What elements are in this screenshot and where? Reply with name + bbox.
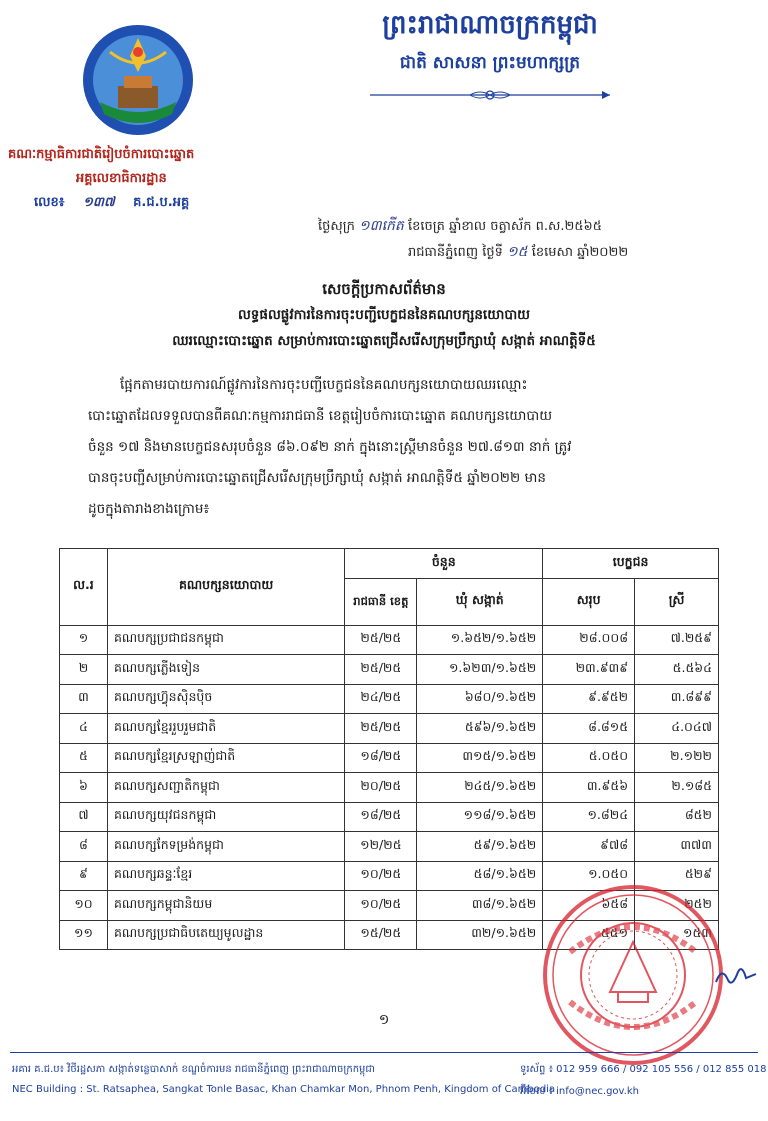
header-party: គណបក្សនយោបាយ [107,549,344,626]
header-total: សរុប [543,578,635,625]
row-number: ៩ [60,861,108,891]
row-party: គណបក្សខ្មែរស្រឡាញ់ជាតិ [107,743,344,773]
org-department: អគ្គលេខាធិការដ្ឋាន [76,171,167,186]
row-party: គណបក្សយុវជនកម្ពុជា [107,802,344,832]
header-women: ស្រី [635,578,719,625]
table-row [60,802,719,832]
row-capital: ១៨/២៥ [345,743,417,773]
body-line: ដូចក្នុងតារាងខាងក្រោម៖ [88,501,210,517]
header-commune: ឃុំ សង្កាត់ [417,578,543,625]
body-line: ផ្អែកតាមរបាយការណ៍ផ្លូវការនៃការចុះបញ្ជីបេក្ខជននៃគណបក្សនយោបាយឈរឈ្មោះ [120,377,528,393]
table-row [60,773,719,803]
header-capital: រាជធានី ខេត្ត [345,578,417,625]
row-total: ៨.៨១៥ [543,714,635,744]
ornament-divider [360,88,620,102]
row-capital: ១២/២៥ [345,832,417,862]
row-commune: ១.៦២៣/១.៦៥២ [417,655,543,685]
table-row [60,714,719,744]
solar-date [408,242,628,263]
row-party: គណបក្សហ៊្វុនស៊ិនប៉ិច [107,684,344,714]
nec-emblem-logo [80,22,196,138]
org-name: គណៈកម្មាធិការជាតិរៀបចំការបោះឆ្នោត [8,147,195,162]
row-capital: ២៤/២៥ [345,684,417,714]
solar-date-prefix: រាជធានីភ្នំពេញ ថ្ងៃទី [408,245,503,260]
row-commune: ៥៩៦/១.៦៥២ [417,714,543,744]
initials-signature [712,962,760,990]
kingdom-title: ព្រះរាជាណាចក្រកម្ពុជា [382,10,598,40]
body-line: ចំនួន ១៧ និងមានបេក្ខជនសរុបចំនួន ៨៦.០៩២ នាក់ ក្នុងនោះស្ត្រីមានចំនួន ២៧.៨១៣ នាក់ ត្រូវ [88,439,572,455]
row-total: ១.៨២៤ [543,802,635,832]
row-women: ១៥៣ [635,920,719,950]
row-total: ៩.៩៥២ [543,684,635,714]
table-row [60,625,719,655]
body-line: បានចុះបញ្ជីសម្រាប់ការបោះឆ្នោតជ្រើសរើសក្រុមប្រឹក្សាឃុំ សង្កាត់ អាណត្តិទី៥ ឆ្នាំ២០២២ មាន [88,470,546,486]
row-commune: ១១៨/១.៦៥២ [417,802,543,832]
ref-label: លេខ៖ [34,195,65,210]
row-party: គណបក្សកែទម្រង់កម្ពុជា [107,832,344,862]
row-capital: ១៥/២៥ [345,920,417,950]
body-paragraph [88,370,728,525]
table-row [60,832,719,862]
row-total: ៣.៩៥៦ [543,773,635,803]
footer-phone: ទូរស័ព្ទ ៖ 012 959 666 / 092 105 556 / 012 855 018 [520,1064,767,1075]
row-capital: ២៥/២៥ [345,655,417,685]
row-number: ១០ [60,891,108,921]
document-subtitle-1: លទ្ធផលផ្លូវការនៃការចុះបញ្ជីបេក្ខជននៃគណបក្សនយោបាយ [237,307,531,323]
row-total: ២៨.០០៨ [543,625,635,655]
row-total: ៥៥១ [543,920,635,950]
row-total: ៥.០៥០ [543,743,635,773]
row-women: ២.១២២ [635,743,719,773]
row-party: គណបក្សប្រជាជនកម្ពុជា [107,625,344,655]
row-number: ៤ [60,714,108,744]
row-total: ១.០៥០ [543,861,635,891]
row-capital: ១០/២៥ [345,861,417,891]
row-commune: ៣២/១.៦៥២ [417,920,543,950]
row-women: ៣.៨៩៩ [635,684,719,714]
footer-address-km: អគារ គ.ជ.ប៖ វិថីរដ្ឋសភា សង្កាត់ទន្លេបាសាក់ ខណ្ឌចំការមន រាជធានីភ្នំពេញ ព្រះរាជាណាចក្រកម្ពុជា [12,1064,375,1075]
row-commune: ១.៦៥២/១.៦៥២ [417,625,543,655]
row-women: ៤.០៤៧ [635,714,719,744]
row-women: ២៥២ [635,891,719,921]
row-party: គណបក្សសញ្ជាតិកម្ពុជា [107,773,344,803]
row-party: គណបក្សកម្ពុជានិយម [107,891,344,921]
footer-divider [10,1052,758,1053]
footer-address-en: NEC Building : St. Ratsaphea, Sangkat Tonle Basac, Khan Chamkar Mon, Phnom Penh, Kingdom of Cambodia [12,1084,556,1095]
row-commune: ៥៩/១.៦៥២ [417,832,543,862]
row-capital: ២៥/២៥ [345,714,417,744]
row-party: គណបក្សប្រជាធិបតេយ្យមូលដ្ឋាន [107,920,344,950]
row-commune: ២៤៥/១.៦៥២ [417,773,543,803]
row-women: ៥២៩ [635,861,719,891]
row-women: ៥.៥៦៤ [635,655,719,685]
row-total: ២៣.៩៣៩ [543,655,635,685]
body-line: បោះឆ្នោតដែលទទួលបានពីគណៈកម្មការរាជធានី ខេត្តរៀបចំការបោះឆ្នោត គណបក្សនយោបាយ [88,408,553,424]
row-women: ៨៥២ [635,802,719,832]
ref-number-handwritten: ១៣៧ [83,195,115,210]
row-number: ៨ [60,832,108,862]
lunar-day-handwritten: ១៣កើត [359,218,404,234]
header-no: ល.រ [60,549,108,626]
document-subtitle-2: ឈរឈ្មោះបោះឆ្នោត សម្រាប់ការបោះឆ្នោតជ្រើសរើសក្រុមប្រឹក្សាឃុំ សង្កាត់ អាណត្តិទី៥ [172,333,596,349]
row-capital: ២០/២៥ [345,773,417,803]
solar-date-rest: ខែមេសា ឆ្នាំ២០២២ [531,245,629,260]
ref-suffix: គ.ជ.ប.អគ្គ [133,195,190,210]
row-capital: ១០/២៥ [345,891,417,921]
row-total: ៦៥៨ [543,891,635,921]
row-number: ៣ [60,684,108,714]
row-capital: ២៥/២៥ [345,625,417,655]
row-number: ១១ [60,920,108,950]
row-commune: ៦៨០/១.៦៥២ [417,684,543,714]
header-candidates: បេក្ខជន [543,549,719,579]
row-number: ៦ [60,773,108,803]
table-row [60,743,719,773]
row-party: គណបក្សឆន្ទៈខ្មែរ [107,861,344,891]
row-commune: ៥៨/១.៦៥២ [417,861,543,891]
national-motto: ជាតិ សាសនា ព្រះមហាក្សត្រ [399,53,581,73]
row-commune: ៣១៥/១.៦៥២ [417,743,543,773]
table-row [60,684,719,714]
row-number: ១ [60,625,108,655]
row-number: ២ [60,655,108,685]
row-commune: ៣៨/១.៦៥២ [417,891,543,921]
row-number: ៧ [60,802,108,832]
row-women: ៧.២៥៩ [635,625,719,655]
row-women: ៣៧៣ [635,832,719,862]
reference-number [34,194,203,213]
lunar-date [318,216,602,237]
document-title: សេចក្តីប្រកាសព័ត៌មាន [322,280,446,298]
official-seal [540,882,726,1068]
lunar-date-prefix: ថ្ងៃសុក្រ [318,219,355,234]
solar-day-handwritten: ១៥ [507,244,528,260]
row-women: ២.១៨៥ [635,773,719,803]
row-total: ៩៧៨ [543,832,635,862]
footer-email: អ៊ីមែល ៖ info@nec.gov.kh [520,1086,639,1097]
row-party: គណបក្សភ្លើងទៀន [107,655,344,685]
lunar-date-rest: ខែចេត្រ ឆ្នាំខាល ចត្វាស័ក ព.ស.២៥៦៥ [407,219,602,234]
table-row [60,655,719,685]
page-number: ១ [378,1012,390,1028]
header-count: ចំនួន [345,549,543,579]
row-party: គណបក្សខ្មែររួបរួមជាតិ [107,714,344,744]
row-number: ៥ [60,743,108,773]
row-capital: ១៨/២៥ [345,802,417,832]
